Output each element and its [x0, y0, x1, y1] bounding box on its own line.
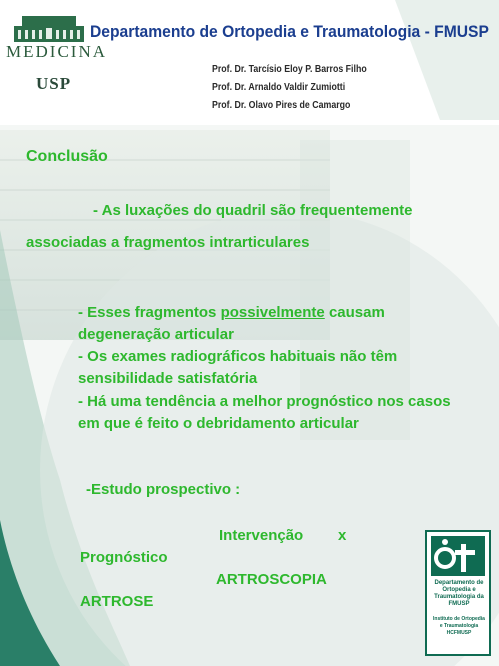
artroscopia-label: ARTROSCOPIA [216, 571, 327, 588]
prognostico-label: Prognóstico [80, 549, 168, 566]
text-line: degeneração articular [78, 326, 234, 343]
header [0, 0, 499, 125]
professor-name: Prof. Dr. Arnaldo Valdir Zumiotti [212, 82, 346, 93]
badge-sub: HCFMUSP [446, 630, 472, 636]
estudo-label: -Estudo prospectivo : [86, 481, 241, 498]
bullet-1 [78, 304, 385, 321]
text-line: sensibilidade satisfatória [78, 370, 258, 387]
versus-x: x [338, 527, 347, 544]
bullet-3: - Há uma tendência a melhor prognóstico nos casos [78, 393, 451, 410]
text-line: - As luxações do quadril são frequentemente [93, 202, 413, 219]
artrose-label: ARTROSE [80, 593, 154, 610]
badge-line: Departamento de [434, 580, 484, 586]
iot-logo-icon [431, 536, 485, 576]
bullet-2: - Os exames radiográficos habituais não têm [78, 348, 398, 365]
badge-line: FMUSP [448, 601, 470, 607]
bullet-1-text-end: causam [324, 304, 385, 321]
building-logo-icon [14, 12, 84, 42]
intervencao-label: Intervenção [219, 527, 304, 544]
professor-name: Prof. Dr. Tarcísio Eloy P. Barros Filho [212, 64, 367, 75]
badge-line: Ortopedia e [442, 587, 476, 593]
badge-line: Traumatologia da [434, 594, 484, 600]
department-title: Departamento de Ortopedia e Traumatologia - FMUSP [90, 22, 489, 41]
badge-sub: e Traumatologia [439, 623, 479, 629]
badge-sub: Instituto de Ortopedia [433, 616, 485, 622]
logo-medicina: MEDICINA [6, 42, 107, 61]
iot-badge [425, 530, 491, 656]
professor-name: Prof. Dr. Olavo Pires de Camargo [212, 100, 351, 111]
bullet-1-text: - Esses fragmentos [78, 304, 221, 321]
text-line: em que é feito o debridamento articular [78, 415, 359, 432]
text-line: associadas a fragmentos intrarticulares [26, 234, 310, 251]
bullet-1-underlined: possivelmente [220, 304, 325, 321]
logo-usp: USP [36, 74, 72, 93]
slide-title: Conclusão [26, 148, 108, 165]
